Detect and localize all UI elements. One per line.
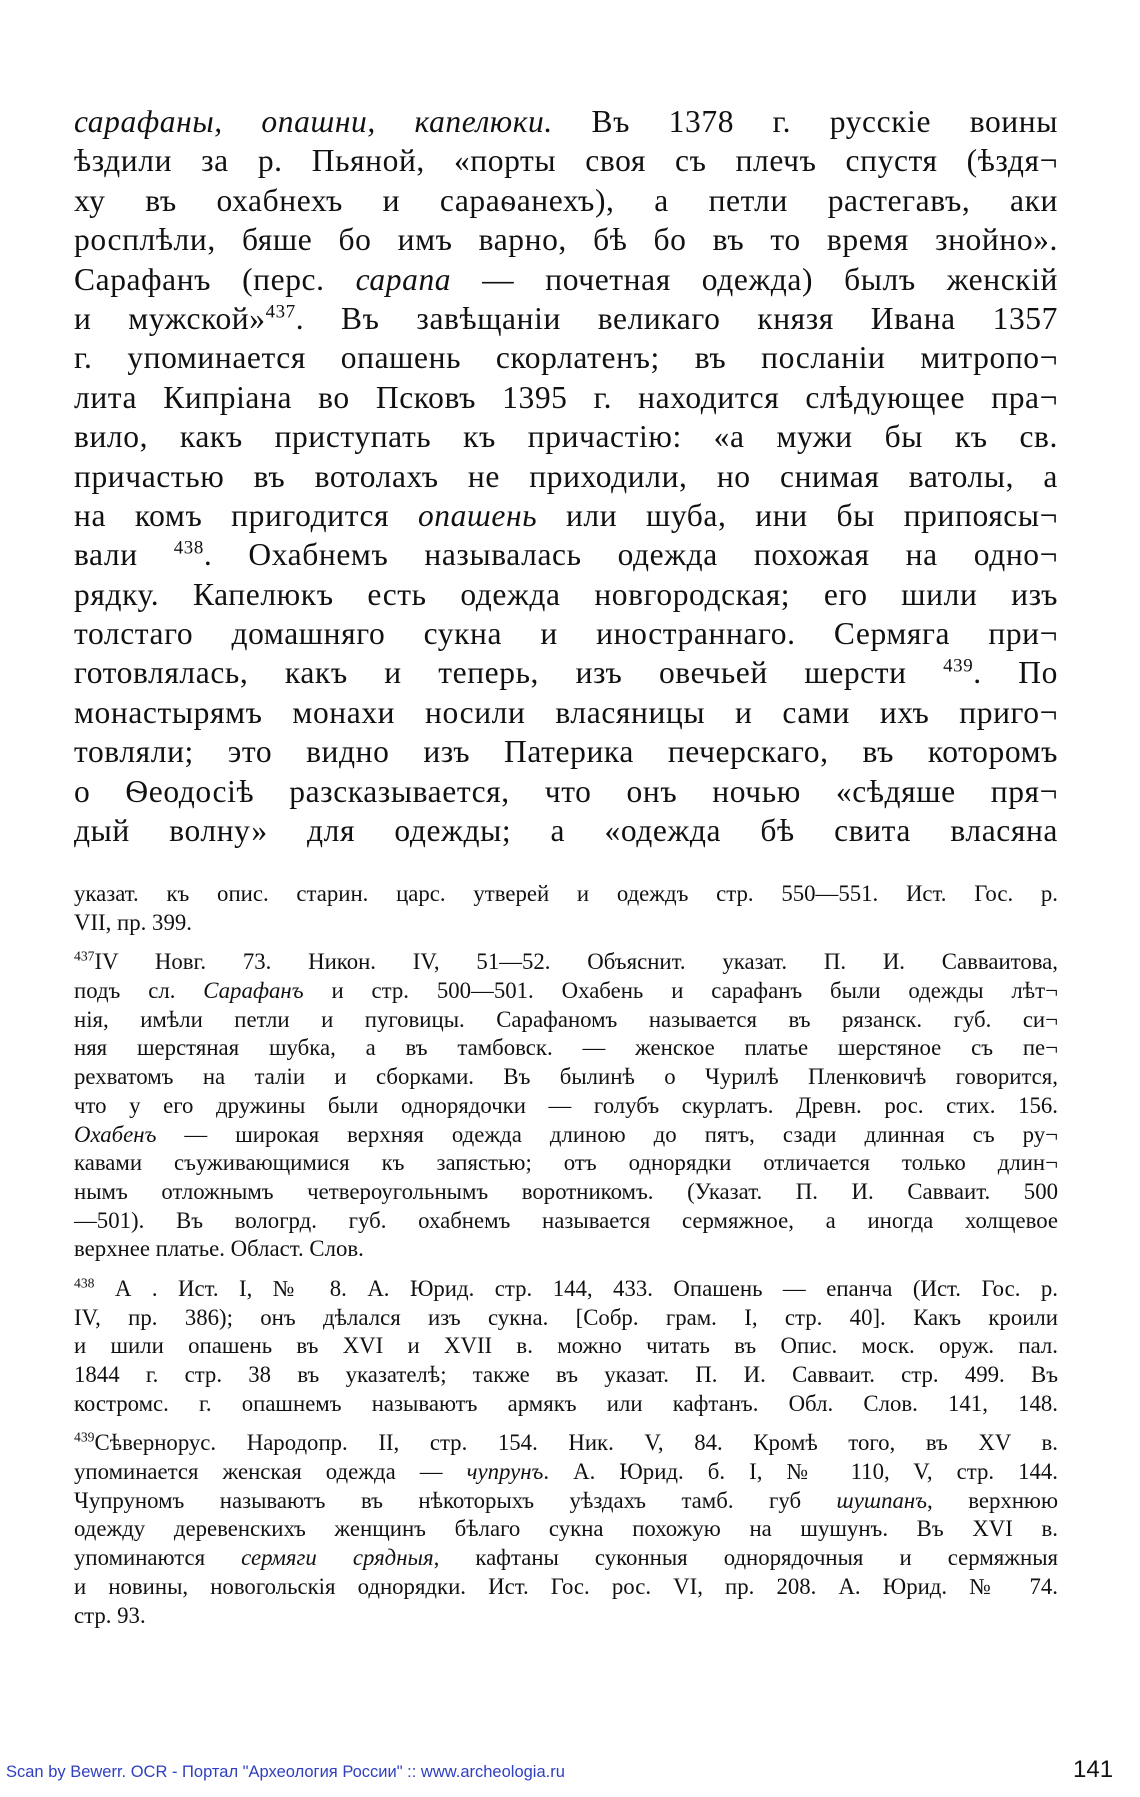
text-run: сермяги срядныя bbox=[241, 1545, 434, 1571]
text-line bbox=[74, 260, 1058, 299]
text-line bbox=[74, 181, 1058, 220]
text-line bbox=[74, 1207, 1058, 1236]
text-line bbox=[74, 811, 1058, 850]
text-run: указат. къ опис. старин. царс. утверей и одеждъ стр. 550—551. Ист. Гос. р. bbox=[74, 881, 1058, 906]
text-line bbox=[74, 338, 1058, 377]
text-run: верхнее платье. Област. Слов. bbox=[74, 1236, 364, 1262]
text-run: рядку. Капелюкъ есть одежда новгородская; его шили изъ bbox=[74, 576, 1058, 612]
text-run: готовлялась, какъ и теперь, изъ овечьей шерсти bbox=[74, 655, 944, 691]
text-run: стр. 93. bbox=[74, 1602, 146, 1628]
text-line bbox=[74, 880, 1058, 909]
text-run: упоминаются bbox=[74, 1545, 242, 1571]
text-run: Сарафанъ bbox=[203, 978, 304, 1004]
text-run: ѣздили за р. Пьяной, «порты своя съ плечъ спустя (ѣздя¬ bbox=[74, 143, 1058, 179]
footnote-ref: 439 bbox=[74, 1429, 95, 1445]
text-run: IV, пр. 386); онъ дѣлался изъ сукна. [Собр. грам. I, стр. 40]. Какъ кроили bbox=[74, 1304, 1058, 1330]
text-run: кавами съуживающимися къ запястью; отъ однорядки отличается только длин¬ bbox=[74, 1150, 1058, 1176]
text-line bbox=[74, 948, 1058, 977]
text-run: опашень bbox=[417, 497, 538, 533]
text-run: упоминается женская одежда — bbox=[74, 1459, 467, 1485]
footnotes bbox=[74, 880, 1058, 1630]
text-run: . По bbox=[973, 655, 1058, 691]
text-line bbox=[74, 496, 1058, 535]
main-text bbox=[74, 102, 1058, 850]
footnote bbox=[74, 1429, 1058, 1630]
text-run: одежду деревенскихъ женщинъ бѣлаго сукна похожую на шушунъ. Въ XVI в. bbox=[74, 1516, 1058, 1542]
text-line bbox=[74, 417, 1058, 456]
text-run: VII, пр. 399. bbox=[74, 909, 192, 935]
text-run: . Въ завѣщаніи великаго князя Ивана 1357 bbox=[295, 300, 1058, 336]
text-line bbox=[74, 1429, 1058, 1458]
footnote-ref: 437 bbox=[265, 301, 296, 323]
text-run: причастью въ вотолахъ не приходили, но снимая ватолы, а bbox=[74, 458, 1058, 494]
text-run: лита Кипріана во Псковъ 1395 г. находится слѣдующее пра¬ bbox=[74, 379, 1058, 415]
text-line bbox=[74, 1515, 1058, 1544]
text-line bbox=[74, 1063, 1058, 1092]
text-line bbox=[74, 1458, 1058, 1487]
text-run: и новины, новогольскія однорядки. Ист. Гос. рос. VI, пр. 208. А. Юрид. № 74. bbox=[74, 1573, 1058, 1599]
text-run: или шуба, ини бы припоясы¬ bbox=[537, 497, 1058, 533]
text-run: что у его дружины были однорядочки — голубъ скурлатъ. Древн. рос. стих. 156. bbox=[74, 1092, 1058, 1118]
text-run: костромс. г. опашнемъ называютъ армякъ или кафтанъ. Обл. Слов. 141, 148. bbox=[74, 1390, 1058, 1416]
text-line bbox=[74, 732, 1058, 771]
text-run: дый волну» для одежды; а «одежда бѣ свита власяна bbox=[74, 813, 1058, 849]
text-line bbox=[74, 977, 1058, 1006]
footnote bbox=[74, 948, 1058, 1264]
text-run: Сѣвернорус. Народопр. II, стр. 154. Ник. V, 84. Кромѣ того, въ XV в. bbox=[94, 1430, 1058, 1456]
text-line bbox=[74, 220, 1058, 259]
text-line bbox=[74, 1275, 1058, 1304]
text-line bbox=[74, 102, 1058, 141]
text-run: и мужской» bbox=[74, 300, 266, 336]
text-line bbox=[74, 1178, 1058, 1207]
text-run: толстаго домашняго сукна и иностраннаго. Сермяга при¬ bbox=[74, 616, 1058, 652]
text-run: монастырямъ монахи носили власяницы и сами ихъ приго¬ bbox=[74, 694, 1058, 730]
text-run: Въ 1378 г. русскіе воины bbox=[552, 104, 1058, 139]
text-line bbox=[74, 1006, 1058, 1035]
text-run: —501). Въ вологрд. губ. охабнемъ называется сермяжное, а иногда холщевое bbox=[74, 1207, 1058, 1233]
text-run: росплѣли, бяше бо имъ варно, бѣ бо въ то время знойно». bbox=[74, 222, 1058, 258]
page-number: 141 bbox=[1073, 1756, 1114, 1783]
text-run: А . Ист. I, № 8. А. Юрид. стр. 144, 433. Опашень — епанча (Ист. Гос. р. bbox=[94, 1275, 1058, 1301]
text-run: 1844 г. стр. 38 въ указателѣ; также въ указат. П. И. Савваит. стр. 499. Въ bbox=[74, 1362, 1058, 1387]
text-run: на комъ пригодится bbox=[74, 497, 418, 533]
text-line bbox=[74, 614, 1058, 653]
text-run: и стр. 500—501. Охабень и сарафанъ были одежды лѣт¬ bbox=[303, 978, 1058, 1004]
text-line bbox=[74, 909, 1058, 938]
text-line bbox=[74, 1034, 1058, 1063]
text-run: чупрунъ bbox=[466, 1459, 544, 1485]
footnote bbox=[74, 1275, 1058, 1418]
text-line bbox=[74, 693, 1058, 732]
text-run: , верхнюю bbox=[927, 1487, 1058, 1513]
text-run: сарафаны, опашни, капелюки. bbox=[74, 104, 553, 139]
text-run: сарапа bbox=[355, 261, 452, 297]
text-line bbox=[74, 299, 1058, 338]
text-line bbox=[74, 141, 1058, 180]
footnote-ref: 438 bbox=[74, 1275, 95, 1291]
text-run: няя шерстяная шубка, а въ тамбовск. — женское платье шерстяное съ пе¬ bbox=[74, 1035, 1058, 1061]
text-run: . А. Юрид. б. I, № 110, V, стр. 144. bbox=[543, 1459, 1058, 1485]
text-line bbox=[74, 1121, 1058, 1150]
text-line bbox=[74, 1149, 1058, 1178]
text-line bbox=[74, 1235, 1058, 1264]
text-run: — широкая верхняя одежда длиною до пятъ, сзади длинная съ ру¬ bbox=[156, 1121, 1058, 1147]
text-run: г. упоминается опашень скорлатенъ; въ посланіи митропо¬ bbox=[74, 340, 1058, 376]
text-line bbox=[74, 1544, 1058, 1573]
text-run: . Охабнемъ называлась одежда похожая на одно¬ bbox=[203, 537, 1058, 573]
footnote-ref: 437 bbox=[74, 948, 95, 964]
text-run: Сарафанъ (перс. bbox=[74, 261, 356, 297]
text-run: IV Новг. 73. Никон. IV, 51—52. Объяснит. указат. П. И. Савваитова, bbox=[94, 949, 1058, 975]
text-line bbox=[74, 1304, 1058, 1333]
text-run: нія, имѣли петли и пуговицы. Сарафаномъ называется въ рязанск. губ. си¬ bbox=[74, 1006, 1058, 1032]
text-run: , кафтаны суконныя однорядочныя и сермяжныя bbox=[433, 1545, 1058, 1571]
text-run: товляли; это видно изъ Патерика печерскаго, въ которомъ bbox=[74, 734, 1058, 770]
text-line bbox=[74, 575, 1058, 614]
text-run: подъ сл. bbox=[74, 978, 204, 1004]
text-run: вило, какъ приступать къ причастію: «а мужи бы къ св. bbox=[74, 419, 1058, 455]
footnote bbox=[74, 880, 1058, 937]
scan-credit: Scan by Bewerr. OCR - Портал "Археология России" :: www.archeologia.ru bbox=[6, 1763, 565, 1781]
text-line bbox=[74, 1390, 1058, 1419]
text-line bbox=[74, 1573, 1058, 1602]
text-line bbox=[74, 535, 1058, 574]
text-line bbox=[74, 1602, 1058, 1631]
text-line bbox=[74, 1092, 1058, 1121]
footnote-ref: 438 bbox=[173, 537, 204, 559]
text-run: рехватомъ на таліи и сборками. Въ былинѣ о Чурилѣ Пленковичѣ говорится, bbox=[74, 1064, 1058, 1090]
text-line bbox=[74, 1361, 1058, 1390]
text-run: ху въ охабнехъ и сараѳанехъ), а петли растегавъ, аки bbox=[74, 182, 1058, 218]
text-run: и шили опашень въ XVI и XVII в. можно читать въ Опис. моск. оруж. пал. bbox=[74, 1333, 1058, 1359]
text-line bbox=[74, 1487, 1058, 1516]
text-run: — почетная одежда) былъ женскій bbox=[451, 261, 1058, 297]
text-line bbox=[74, 653, 1058, 692]
text-run: Чупруномъ называютъ въ нѣкоторыхъ уѣздахъ тамб. губ bbox=[74, 1487, 837, 1513]
text-line bbox=[74, 457, 1058, 496]
text-run: о Ѳеодосіѣ разсказывается, что онъ ночью «сѣдяше пря¬ bbox=[74, 773, 1058, 809]
text-line bbox=[74, 378, 1058, 417]
footnote-ref: 439 bbox=[943, 655, 974, 677]
text-run: Охабенъ bbox=[74, 1121, 157, 1147]
text-run: шушпанъ bbox=[836, 1487, 928, 1513]
text-run: нымъ отложнымъ четвероугольнымъ воротникомъ. (Указат. П. И. Савваит. 500 bbox=[74, 1178, 1058, 1204]
text-line bbox=[74, 772, 1058, 811]
text-run: вали bbox=[74, 537, 174, 573]
text-line bbox=[74, 1332, 1058, 1361]
